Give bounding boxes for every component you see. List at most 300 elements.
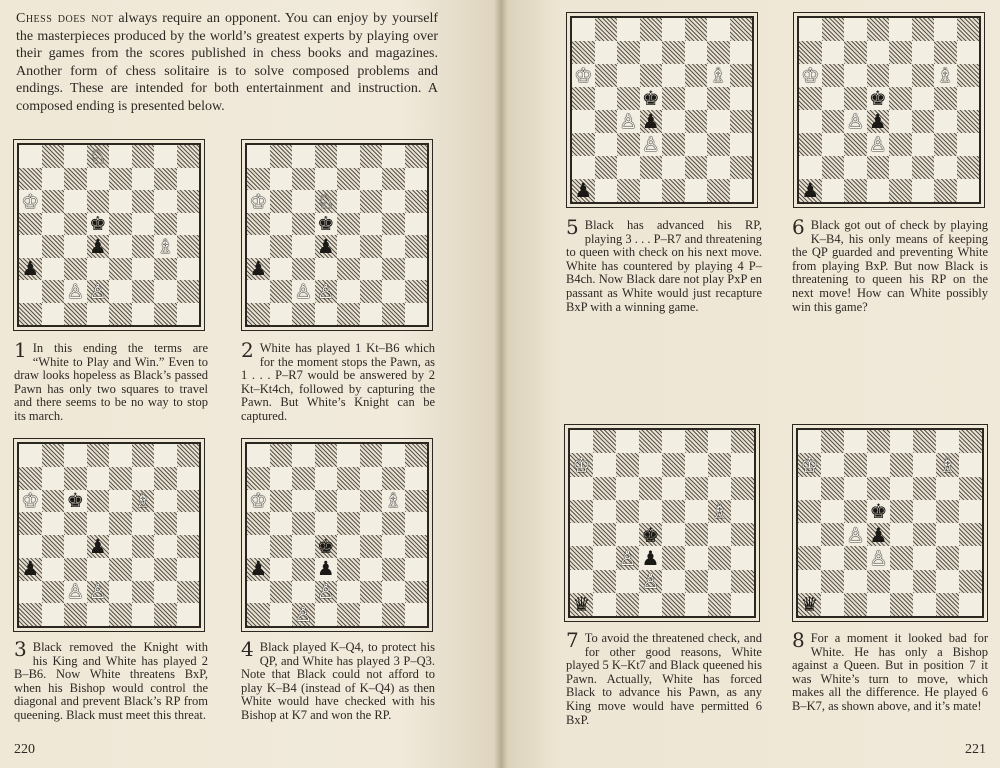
board-square — [821, 546, 844, 569]
board-square — [315, 467, 338, 490]
board-square — [890, 500, 913, 523]
board-square — [730, 156, 753, 179]
white-bishop-piece: ♗ — [156, 234, 174, 258]
board-square — [934, 110, 957, 133]
board-square — [959, 523, 982, 546]
board-square — [109, 490, 132, 513]
board-square — [177, 490, 200, 513]
board-square — [798, 477, 821, 500]
board-square — [821, 523, 844, 546]
board-square — [616, 453, 639, 476]
white-pawn-piece: ♙ — [66, 279, 84, 303]
board-square — [662, 523, 685, 546]
board-square — [64, 280, 87, 303]
board-square — [798, 453, 821, 476]
board-square — [247, 258, 270, 281]
board-square — [177, 145, 200, 168]
board-square — [292, 581, 315, 604]
board-square — [707, 133, 730, 156]
board-square — [247, 145, 270, 168]
board-square — [132, 490, 155, 513]
board-square — [844, 570, 867, 593]
board-square — [867, 41, 890, 64]
board-square — [957, 110, 980, 133]
board-square — [617, 133, 640, 156]
black-king-piece: ♚ — [641, 86, 660, 110]
board-square — [890, 453, 913, 476]
board-square — [662, 570, 685, 593]
board-square — [731, 546, 754, 569]
board-square — [913, 477, 936, 500]
white-king-piece: ♔ — [574, 63, 593, 87]
board-square — [177, 467, 200, 490]
board-square — [731, 593, 754, 616]
board-square — [957, 18, 980, 41]
board-square — [731, 477, 754, 500]
board-square — [292, 512, 315, 535]
board-square — [154, 280, 177, 303]
board-square — [42, 168, 65, 191]
board-square — [640, 87, 663, 110]
black-pawn-piece: ♟ — [21, 557, 40, 581]
board-square — [270, 303, 293, 326]
board-square — [844, 430, 867, 453]
board-square — [595, 64, 618, 87]
board-square — [42, 280, 65, 303]
board-square — [337, 190, 360, 213]
board-square — [640, 156, 663, 179]
board-square — [19, 280, 42, 303]
board-square — [405, 145, 428, 168]
board-square — [64, 213, 87, 236]
board-square — [405, 467, 428, 490]
board-square — [292, 558, 315, 581]
board-square — [889, 64, 912, 87]
board-square — [570, 546, 593, 569]
board-square — [270, 190, 293, 213]
board-square — [959, 593, 982, 616]
board-square — [360, 258, 383, 281]
board-square — [844, 453, 867, 476]
board-square — [844, 87, 867, 110]
board-square — [42, 303, 65, 326]
board-square — [87, 603, 110, 626]
board-square — [936, 523, 959, 546]
board-square — [913, 430, 936, 453]
board-square — [360, 558, 383, 581]
board-square — [867, 570, 890, 593]
board-square — [87, 303, 110, 326]
board-square — [844, 179, 867, 202]
board-square — [337, 145, 360, 168]
board-square — [154, 190, 177, 213]
black-pawn-piece: ♟ — [249, 257, 267, 281]
board-square — [912, 87, 935, 110]
board-square — [87, 467, 110, 490]
board-square — [616, 593, 639, 616]
white-king-piece: ♔ — [21, 189, 39, 213]
board-square — [685, 87, 708, 110]
board-square — [593, 430, 616, 453]
board-square — [19, 467, 42, 490]
black-pawn-piece: ♟ — [21, 257, 39, 281]
board-square — [570, 453, 593, 476]
board-square — [685, 18, 708, 41]
caption-7 — [566, 628, 762, 727]
board-square — [730, 64, 753, 87]
board-square — [572, 64, 595, 87]
board-square — [867, 87, 890, 110]
board-square — [109, 303, 132, 326]
chess-diagram-5 — [570, 16, 754, 204]
board-square — [616, 430, 639, 453]
board-square — [822, 179, 845, 202]
board-square — [360, 603, 383, 626]
board-square — [132, 280, 155, 303]
board-square — [109, 603, 132, 626]
board-square — [405, 213, 428, 236]
board-square — [731, 453, 754, 476]
board-square — [731, 430, 754, 453]
caption-8-number: 8 — [792, 628, 805, 652]
caption-4-text: Black played K–Q4, to protect his QP, and White has played 3 P–Q3. Note that Black could not afford to play K–B4 (instead of K–Q4) as then White would have checked with his Bishop at K7 and won the RP. — [241, 640, 435, 722]
board-square — [570, 570, 593, 593]
caption-6-text: Black got out of check by playing K–B4, his only means of keeping the QP guarded and preventing White from playing BxP. But now Black is threatening to queen his RP on the next move! How can White possibly win this game? — [792, 218, 988, 314]
board-square — [337, 213, 360, 236]
board-square — [593, 453, 616, 476]
black-king-piece: ♚ — [869, 499, 888, 524]
board-square — [707, 110, 730, 133]
board-square — [19, 490, 42, 513]
board-square — [799, 156, 822, 179]
board-square — [292, 145, 315, 168]
board-square — [154, 168, 177, 191]
board-square — [957, 64, 980, 87]
board-square — [42, 535, 65, 558]
board-square — [639, 546, 662, 569]
board-square — [87, 213, 110, 236]
board-square — [154, 235, 177, 258]
board-square — [912, 110, 935, 133]
board-square — [799, 87, 822, 110]
board-square — [64, 190, 87, 213]
board-square — [315, 168, 338, 191]
board-square — [570, 430, 593, 453]
board-square — [662, 430, 685, 453]
board-square — [867, 500, 890, 523]
board-square — [19, 444, 42, 467]
board-square — [639, 430, 662, 453]
board-square — [912, 133, 935, 156]
board-square — [360, 303, 383, 326]
board-square — [707, 179, 730, 202]
board-square — [798, 430, 821, 453]
board-square — [270, 512, 293, 535]
board-square — [64, 581, 87, 604]
board-square — [154, 535, 177, 558]
board-square — [936, 430, 959, 453]
white-king-piece: ♔ — [800, 452, 819, 477]
board-square — [64, 145, 87, 168]
board-square — [799, 110, 822, 133]
board-square — [799, 179, 822, 202]
board-square — [616, 570, 639, 593]
board-square — [64, 168, 87, 191]
board-square — [595, 156, 618, 179]
board-square — [405, 444, 428, 467]
white-king-piece: ♔ — [801, 63, 820, 87]
board-square — [177, 280, 200, 303]
caption-2 — [241, 338, 435, 424]
board-square — [405, 190, 428, 213]
board-square — [405, 490, 428, 513]
board-square — [595, 18, 618, 41]
right-page — [500, 0, 1000, 768]
board-square — [315, 280, 338, 303]
board-square — [936, 453, 959, 476]
board-square — [315, 303, 338, 326]
board-square — [572, 133, 595, 156]
board-square — [87, 258, 110, 281]
board-square — [570, 500, 593, 523]
board-square — [405, 235, 428, 258]
board-square — [87, 145, 110, 168]
board-square — [593, 570, 616, 593]
board-square — [132, 235, 155, 258]
board-square — [593, 523, 616, 546]
black-pawn-piece: ♟ — [316, 557, 335, 581]
board-square — [382, 581, 405, 604]
board-square — [270, 444, 293, 467]
board-square — [64, 603, 87, 626]
board-square — [616, 523, 639, 546]
board-square — [315, 581, 338, 604]
board-square — [19, 258, 42, 281]
board-square — [42, 444, 65, 467]
board-square — [87, 512, 110, 535]
board-square — [639, 453, 662, 476]
board-square — [382, 490, 405, 513]
board-square — [292, 603, 315, 626]
board-square — [42, 558, 65, 581]
board-square — [177, 512, 200, 535]
board-square — [639, 477, 662, 500]
board-square — [730, 87, 753, 110]
black-king-piece: ♚ — [66, 489, 85, 513]
chess-diagram-3 — [17, 442, 201, 628]
board-square — [844, 110, 867, 133]
board-square — [132, 603, 155, 626]
caption-6-number: 6 — [792, 215, 805, 239]
board-square — [913, 546, 936, 569]
intro-text: always require an opponent. You can enjoy by yourself the masterpieces produced by the world’s greatest experts by playing over their games from the scores published in chess books and magazines. Another form of chess solitaire is to solve composed problems and endings. These are intended for both entertainment and instruction. A composed ending is presented below. — [16, 11, 438, 114]
board-square — [132, 303, 155, 326]
board-square — [177, 535, 200, 558]
board-square — [405, 512, 428, 535]
board-square — [177, 190, 200, 213]
board-square — [270, 581, 293, 604]
white-pawn-piece: ♙ — [316, 580, 335, 604]
board-square — [617, 64, 640, 87]
board-square — [822, 156, 845, 179]
board-square — [177, 581, 200, 604]
black-pawn-piece: ♟ — [869, 522, 888, 547]
white-pawn-piece: ♙ — [641, 132, 660, 156]
board-square — [109, 467, 132, 490]
board-square — [570, 477, 593, 500]
board-square — [959, 546, 982, 569]
board-square — [913, 593, 936, 616]
board-square — [570, 523, 593, 546]
board-square — [662, 500, 685, 523]
board-square — [889, 156, 912, 179]
board-square — [844, 593, 867, 616]
caption-5-number: 5 — [566, 215, 579, 239]
board-square — [844, 523, 867, 546]
board-square — [912, 41, 935, 64]
white-bishop-piece: ♗ — [709, 63, 728, 87]
board-square — [382, 213, 405, 236]
board-square — [109, 581, 132, 604]
board-square — [595, 110, 618, 133]
board-square — [270, 603, 293, 626]
board-square — [405, 258, 428, 281]
board-square — [662, 477, 685, 500]
board-square — [382, 558, 405, 581]
caption-7-text: To avoid the threatened check, and for other good reasons, White played 5 K–Kt7 and Black queened his Pawn. Actually, White has forced Black to advance his Pawn, as any King move would have permitted 6 BxP. — [566, 631, 762, 727]
board-square — [270, 258, 293, 281]
board-square — [616, 546, 639, 569]
board-square — [270, 535, 293, 558]
board-square — [617, 18, 640, 41]
board-square — [87, 444, 110, 467]
board-square — [42, 603, 65, 626]
board-square — [934, 18, 957, 41]
board-square — [177, 303, 200, 326]
board-square — [87, 235, 110, 258]
board-square — [87, 535, 110, 558]
board-square — [315, 213, 338, 236]
board-square — [799, 41, 822, 64]
board-square — [132, 444, 155, 467]
black-king-piece: ♚ — [89, 212, 107, 236]
board-square — [42, 235, 65, 258]
board-square — [42, 581, 65, 604]
black-king-piece: ♚ — [868, 86, 887, 110]
board-square — [405, 280, 428, 303]
board-square — [844, 546, 867, 569]
board-square — [822, 87, 845, 110]
board-square — [360, 467, 383, 490]
board-square — [821, 570, 844, 593]
board-square — [292, 467, 315, 490]
white-bishop-piece: ♗ — [384, 489, 403, 513]
book-gutter — [494, 0, 508, 768]
board-square — [292, 258, 315, 281]
board-square — [959, 500, 982, 523]
board-square — [595, 87, 618, 110]
black-pawn-piece: ♟ — [89, 234, 107, 258]
board-square — [889, 18, 912, 41]
board-square — [315, 603, 338, 626]
board-square — [913, 500, 936, 523]
board-square — [844, 41, 867, 64]
board-square — [890, 593, 913, 616]
board-square — [154, 603, 177, 626]
caption-1-number: 1 — [14, 338, 27, 362]
board-square — [19, 168, 42, 191]
black-pawn-piece: ♟ — [801, 178, 820, 202]
board-square — [821, 500, 844, 523]
board-square — [270, 280, 293, 303]
board-square — [177, 603, 200, 626]
board-square — [685, 523, 708, 546]
board-square — [132, 168, 155, 191]
board-square — [890, 477, 913, 500]
board-square — [799, 133, 822, 156]
board-square — [247, 280, 270, 303]
intro-lead: Chess does not — [16, 11, 114, 26]
board-square — [731, 570, 754, 593]
board-square — [177, 258, 200, 281]
board-square — [154, 258, 177, 281]
board-square — [707, 156, 730, 179]
board-square — [959, 430, 982, 453]
caption-7-number: 7 — [566, 628, 579, 652]
board-square — [662, 18, 685, 41]
board-square — [315, 512, 338, 535]
chess-diagram-4 — [245, 442, 429, 628]
white-king-piece: ♔ — [249, 189, 267, 213]
board-square — [798, 500, 821, 523]
board-square — [19, 535, 42, 558]
board-square — [315, 258, 338, 281]
board-square — [247, 603, 270, 626]
board-square — [292, 168, 315, 191]
board-square — [708, 477, 731, 500]
board-square — [154, 558, 177, 581]
board-square — [936, 570, 959, 593]
board-square — [731, 500, 754, 523]
board-square — [337, 168, 360, 191]
board-square — [640, 64, 663, 87]
caption-4 — [241, 637, 435, 723]
board-square — [867, 18, 890, 41]
board-square — [685, 179, 708, 202]
board-square — [337, 558, 360, 581]
board-square — [708, 453, 731, 476]
board-square — [595, 41, 618, 64]
board-square — [934, 87, 957, 110]
board-square — [662, 156, 685, 179]
board-square — [405, 303, 428, 326]
board-square — [798, 593, 821, 616]
board-square — [132, 145, 155, 168]
page-number-left: 220 — [14, 742, 35, 757]
board-square — [662, 546, 685, 569]
board-square — [132, 512, 155, 535]
caption-1-text: In this ending the terms are “White to Play and Win.” Even to draw looks hopeless as Black’s passed Pawn has only two squares to travel and there seems to be no way to stop its march. — [14, 341, 208, 423]
board-square — [639, 570, 662, 593]
board-square — [382, 512, 405, 535]
board-square — [617, 41, 640, 64]
white-pawn-piece: ♙ — [641, 569, 660, 594]
board-square — [708, 500, 731, 523]
board-square — [87, 280, 110, 303]
board-square — [337, 581, 360, 604]
board-square — [247, 490, 270, 513]
board-square — [913, 453, 936, 476]
